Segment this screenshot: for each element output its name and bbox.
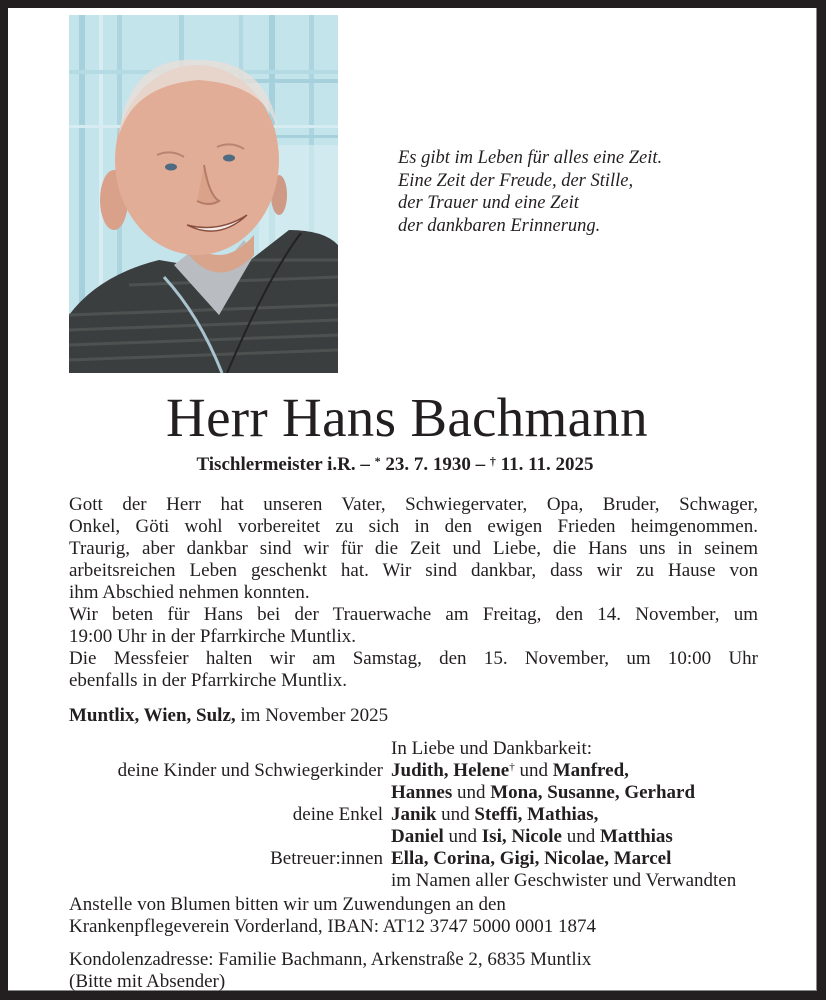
- birth-star-icon: *: [374, 454, 381, 468]
- condolence-address: [69, 949, 591, 993]
- portrait-illustration: [69, 15, 338, 373]
- paragraph-line: Traurig, aber dankbar sind wir für die Zeit und Liebe, die Hans uns in seinem: [69, 538, 758, 559]
- portrait-photo: [69, 15, 338, 373]
- mourner-name: Ella, Corina, Gigi, Nicolae, Marcel: [391, 848, 672, 869]
- mourner-name: Isi, Nicole: [481, 826, 562, 847]
- connector-text: und: [436, 804, 475, 825]
- mourners-intro: In Liebe und Dankbarkeit:: [391, 738, 593, 759]
- paragraph-line: Die Messfeier halten wir am Samstag, den 15. November, um 10:00 Uhr: [69, 648, 758, 669]
- connector-text: und: [452, 782, 491, 803]
- mourners-closing: im Namen aller Geschwister und Verwandten: [391, 870, 737, 891]
- paragraph-line: Wir beten für Hans bei der Trauerwache am Freitag, den 14. November, um: [69, 604, 758, 625]
- mourner-name: Manfred,: [552, 760, 629, 781]
- mourner-name: Mona, Susanne, Gerhard: [490, 782, 696, 803]
- deceased-cross-icon: †: [509, 761, 515, 773]
- mourner-group-label: deine Enkel: [292, 804, 383, 825]
- mourner-name: Judith, Helene: [391, 760, 510, 781]
- condolence-note: (Bitte mit Absender): [69, 971, 226, 992]
- mourners-list: [8, 738, 817, 892]
- death-date: 11. 11. 2025: [495, 454, 594, 475]
- donation-iban-line: Krankenpflegeverein Vorderland, IBAN: AT12 3747 5000 0001 1874: [69, 916, 596, 937]
- mourner-name: Hannes: [391, 782, 453, 803]
- mourner-names: [391, 782, 817, 804]
- quote-line: der Trauer und eine Zeit: [398, 193, 579, 213]
- connector-text: und: [443, 826, 482, 847]
- death-cross-icon: †: [489, 454, 496, 468]
- obituary-notice: [8, 8, 817, 991]
- mourner-names: [391, 848, 817, 870]
- mass-paragraph: [69, 648, 758, 692]
- paragraph-line: arbeitsreichen Leben geschenkt hat. Wir sind dankbar, dass wir zu Hause von: [69, 560, 758, 581]
- paragraph-line: Gott der Herr hat unseren Vater, Schwiegervater, Opa, Bruder, Schwager,: [69, 494, 758, 515]
- connector-text: und: [562, 826, 600, 847]
- condolence-line: Kondolenzadresse: Familie Bachmann, Arkenstraße 2, 6835 Muntlix: [69, 949, 592, 970]
- memorial-quote: [398, 147, 662, 237]
- occupation: Tischlermeister i.R. –: [196, 454, 375, 475]
- connector-text: und: [514, 760, 553, 781]
- notice-date: im November 2025: [235, 705, 389, 726]
- mourner-names: [391, 804, 817, 826]
- paragraph-line: Onkel, Göti wohl vorbereitet zu sich in den ewigen Frieden heimgenommen.: [69, 516, 758, 537]
- place-date-line: [69, 705, 388, 727]
- paragraph-line: 19:00 Uhr in der Pfarrkirche Muntlix.: [69, 626, 357, 647]
- paragraph-line: ihm Abschied nehmen konnten.: [69, 582, 310, 603]
- deceased-life-dates: [8, 454, 816, 476]
- quote-line: Eine Zeit der Freude, der Stille,: [398, 170, 634, 191]
- mourner-name: Janik: [391, 804, 437, 825]
- vigil-paragraph: [69, 604, 758, 648]
- mourner-names: [391, 760, 817, 782]
- mourner-names: [391, 826, 817, 848]
- quote-line: Es gibt im Leben für alles eine Zeit.: [398, 148, 663, 168]
- birth-date: 23. 7. 1930 –: [380, 454, 490, 475]
- paragraph-line: ebenfalls in der Pfarrkirche Muntlix.: [69, 670, 348, 691]
- quote-line: der dankbaren Erinnerung.: [398, 215, 601, 236]
- mourner-name: Daniel: [391, 826, 444, 847]
- mourner-group-label: Betreuer:innen: [270, 848, 383, 869]
- places: Muntlix, Wien, Sulz,: [69, 705, 236, 726]
- mourner-group-label: deine Kinder und Schwiegerkinder: [117, 760, 383, 781]
- mourner-name: Matthias: [600, 826, 673, 847]
- deceased-name: Herr Hans Bachmann: [166, 387, 648, 448]
- donation-request: [69, 894, 596, 938]
- announcement-paragraph: [69, 494, 758, 604]
- donation-line: Anstelle von Blumen bitten wir um Zuwendungen an den: [69, 894, 506, 915]
- mourner-name: Steffi, Mathias,: [474, 804, 599, 825]
